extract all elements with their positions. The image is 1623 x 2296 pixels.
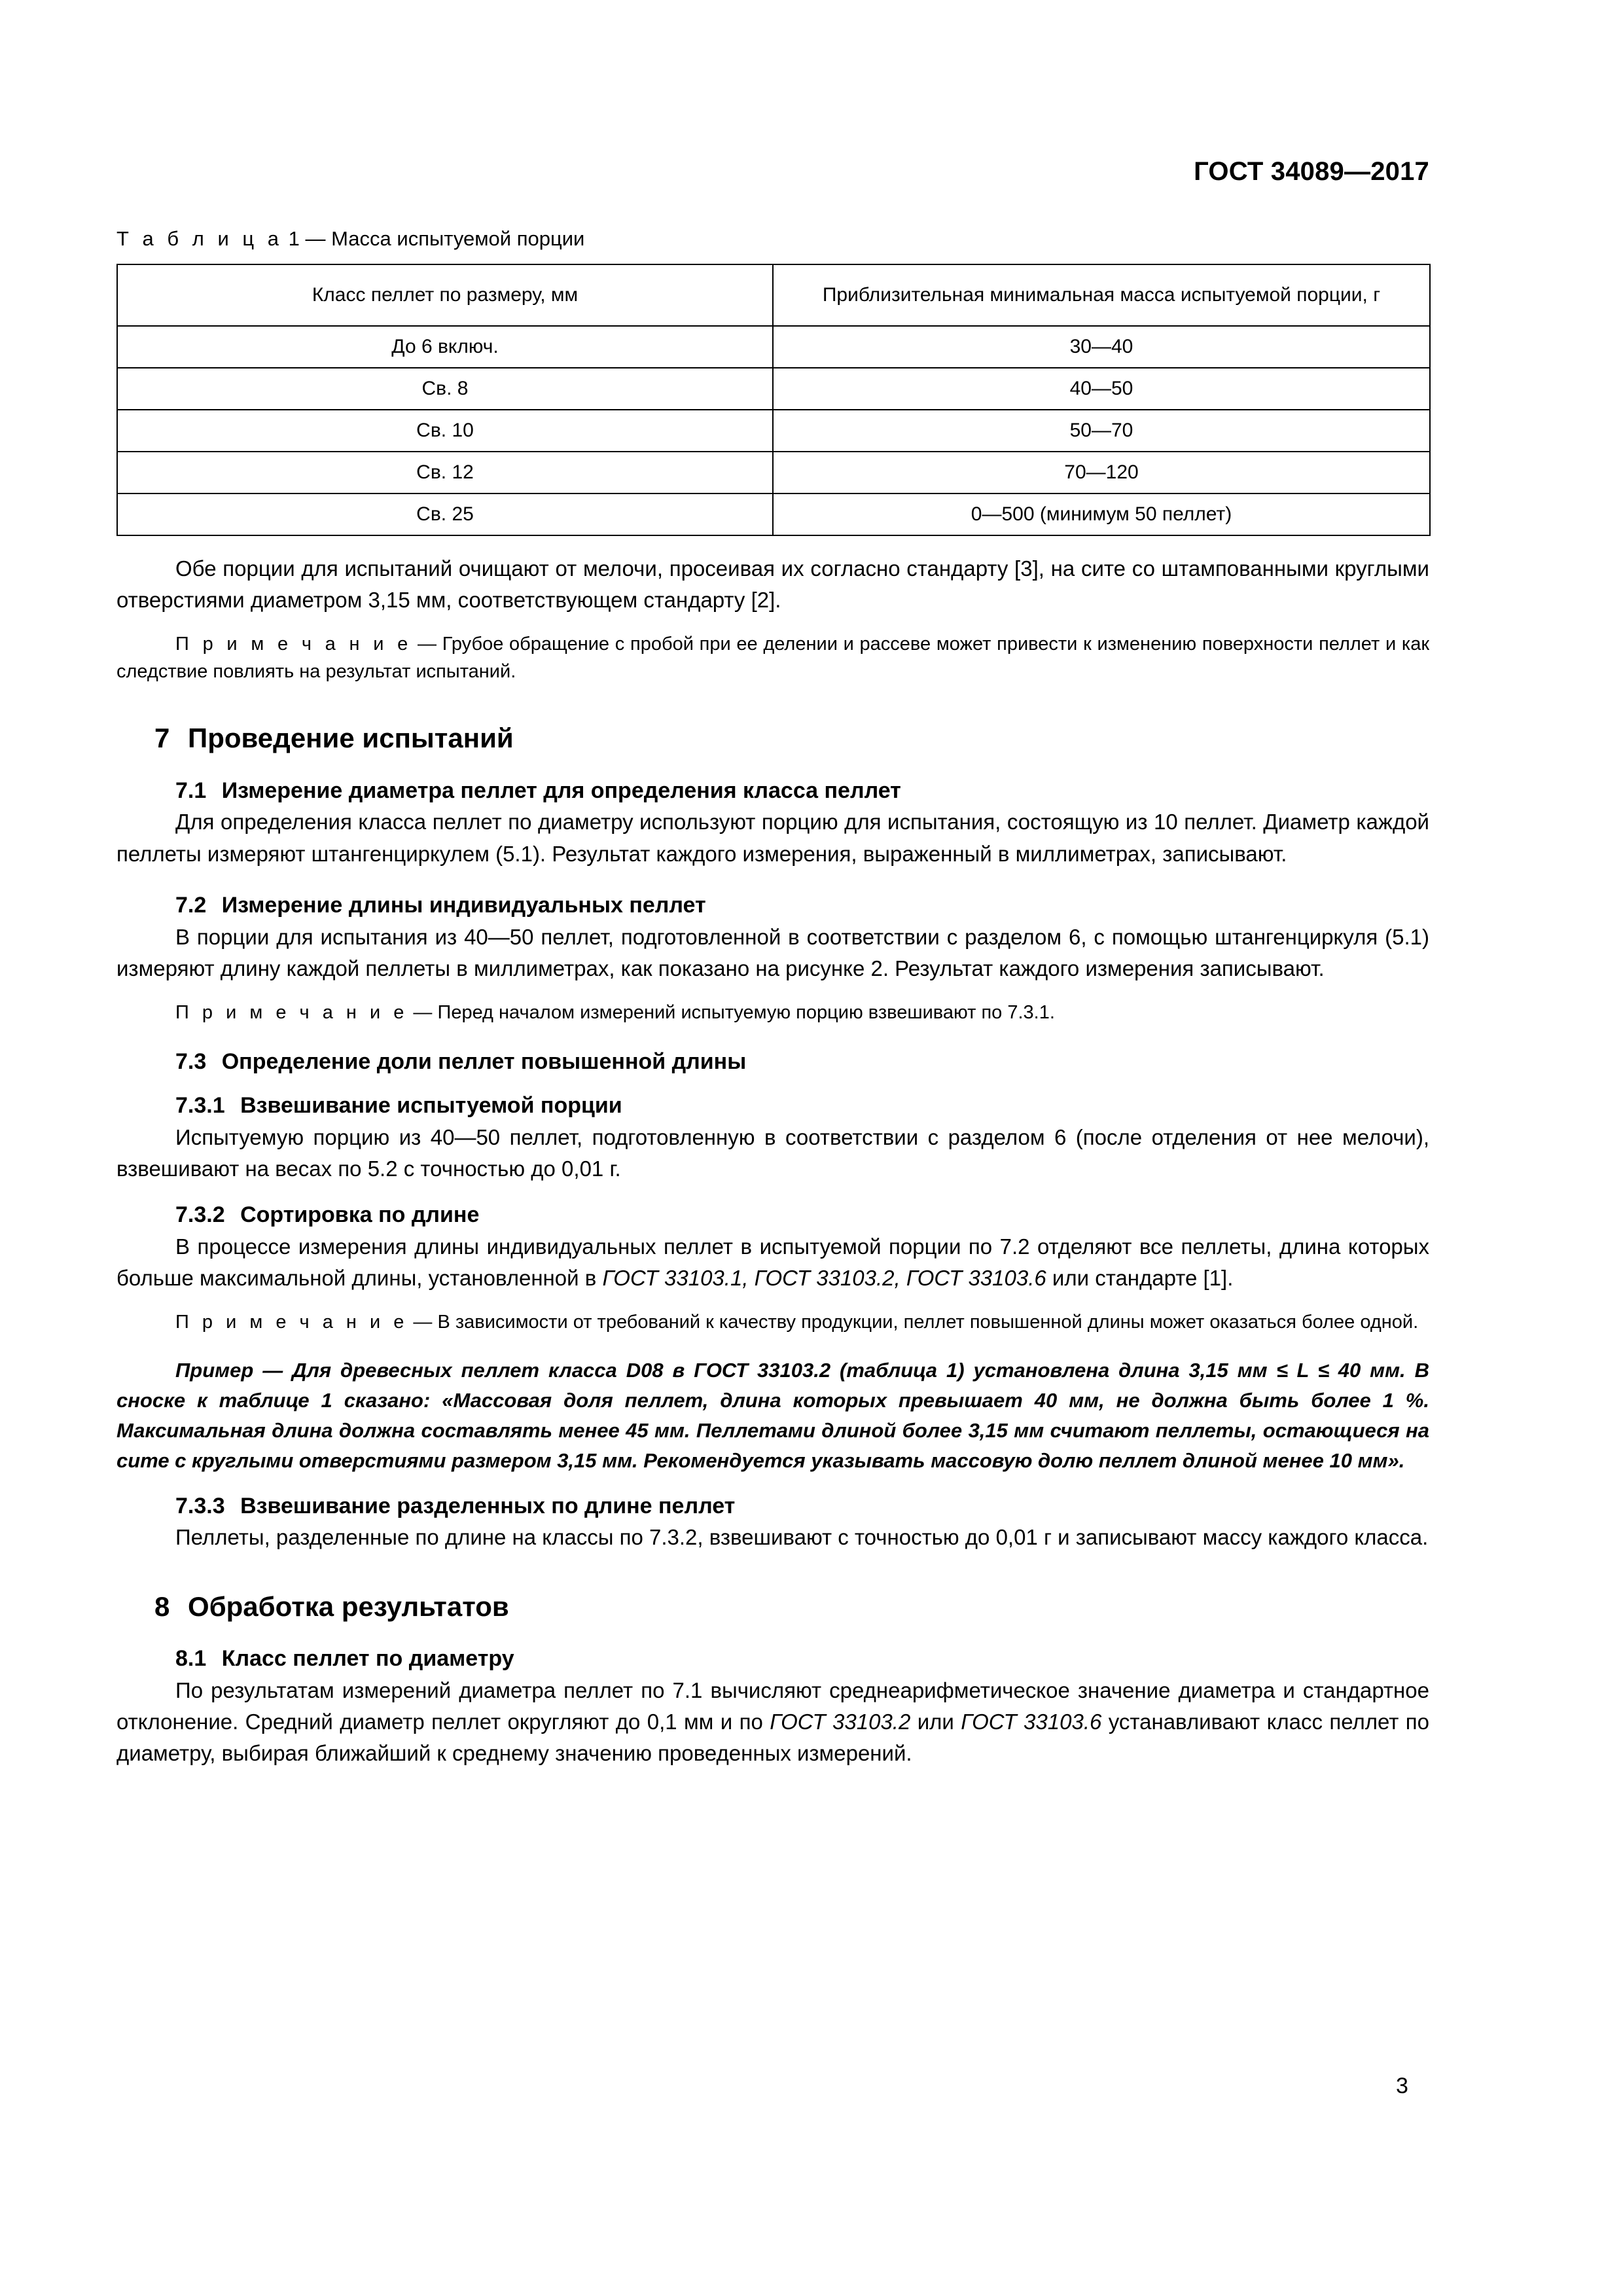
table-cell-min-mass: 30—40	[773, 326, 1430, 368]
note-7-3-2	[116, 1308, 1429, 1336]
section-number-7-3: 7.3	[175, 1049, 207, 1074]
table-caption-label: Т а б л и ц а	[116, 227, 283, 250]
paragraph-7-3-2	[116, 1231, 1429, 1294]
paragraph-8-1-part2: или	[910, 1709, 961, 1734]
section-title-7: Проведение испытаний	[188, 723, 514, 754]
section-heading-7-3	[116, 1049, 1429, 1075]
note-7-2	[116, 999, 1429, 1026]
section-number-7-3-1: 7.3.1	[175, 1092, 225, 1118]
note-text: Грубое обращение с пробой при ее делении и рассеве может привести к изменению поверхности пеллет и как следствие повлиять на результат испытаний.	[116, 634, 1430, 683]
example-dash: —	[262, 1359, 283, 1382]
section-number-8-1: 8.1	[175, 1645, 207, 1671]
table-header-cell-min-mass: Приблизительная минимальная масса испытуемой порции, г	[773, 264, 1430, 326]
table-cell-size-class: Св. 25	[117, 493, 773, 535]
section-heading-7-2	[116, 892, 1429, 919]
section-heading-7-1	[116, 778, 1429, 804]
section-heading-8-1	[116, 1645, 1429, 1672]
paragraph-7-3-2-part1: В процессе измерения длины индивидуальных пеллет в испытуемой порции по 7.2 отделяют все пеллеты, длина которых больше максимальной длины, установленной в	[116, 1234, 1429, 1290]
section-heading-7-3-2	[116, 1202, 1429, 1229]
section-title-8: Обработка результатов	[188, 1590, 509, 1622]
section-title-7-1: Измерение диаметра пеллет для определения класса пеллет	[221, 778, 901, 803]
section-heading-7-3-1	[116, 1092, 1429, 1119]
table-row	[117, 368, 1430, 410]
table-caption	[116, 226, 1429, 252]
section-heading-7-3-3	[116, 1493, 1429, 1520]
section-number-7-3-3: 7.3.3	[175, 1493, 225, 1518]
section-title-7-3: Определение доли пеллет повышенной длины	[221, 1049, 747, 1074]
paragraph-8-1-part1: По результатам измерений диаметра пеллет по 7.1 вычисляют среднеарифметическое значение диаметра и стандартное отклонение. Средний диаметр пеллет округляют до 0,1 мм и по	[116, 1677, 1429, 1734]
standard-reference-gost-33103-2: ГОСТ 33103.2	[770, 1709, 911, 1734]
example-block-7-3-2	[116, 1355, 1429, 1476]
table-cell-size-class: Св. 12	[117, 452, 773, 493]
section-number-7-2: 7.2	[175, 892, 207, 918]
table-caption-title: Масса испытуемой порции	[331, 227, 585, 250]
paragraph-7-3-1: Испытуемую порцию из 40—50 пеллет, подготовленную в соответствии с разделом 6 (после отделения от нее мелочи), взвешивают на весах по 5.2 с точностью до 0,01 г.	[116, 1124, 1429, 1181]
section-heading-8	[116, 1590, 1429, 1623]
document-header-standard-id: ГОСТ 34089—2017	[1194, 157, 1429, 186]
paragraph-8-1-part3: устанавливают класс пеллет по диаметру, выбирая ближайший к среднему значению проведенных измерений.	[116, 1709, 1430, 1766]
paragraph-7-3-2-part2: или стандарте [1].	[1046, 1265, 1234, 1290]
section-number-8: 8	[154, 1590, 170, 1622]
table-cell-size-class: До 6 включ.	[117, 326, 773, 368]
table-header-row	[117, 264, 1430, 326]
paragraph-7-1: Для определения класса пеллет по диаметру используют порцию для испытания, состоящую из 10 пеллет. Диаметр каждой пеллеты измеряют штангенциркулем (5.1). Результат каждого измерения, выраженный в миллиметрах, записывают.	[116, 810, 1429, 866]
table-row	[117, 326, 1430, 368]
table-caption-number: 1	[288, 227, 300, 250]
section-number-7-1: 7.1	[175, 778, 207, 803]
section-title-7-3-3: Взвешивание разделенных по длине пеллет	[240, 1493, 736, 1518]
section-number-7: 7	[154, 723, 170, 754]
example-label: Пример	[175, 1359, 254, 1382]
paragraph-7-3-3: Пеллеты, разделенные по длине на классы по 7.3.2, взвешивают с точностью до 0,01 г и записывают массу каждого класса.	[175, 1525, 1429, 1550]
note-label: П р и м е ч а н и е	[175, 634, 412, 655]
section-title-7-2: Измерение длины индивидуальных пеллет	[221, 892, 706, 918]
example-text: Для древесных пеллет класса D08 в ГОСТ 33103.2 (таблица 1) установлена длина 3,15 мм ≤ L ≤ 40 мм. В сноске к таблице 1 сказано: «Массовая доля пеллет, длина которых превышает 40 мм, не должна быть более 1 %. Максимальная длина должна составлять менее 45 мм. Пеллетами длиной более 3,15 мм считают пеллеты, остающиеся на сите с круглыми отверстиями размером 3,15 мм. Рекомендуется указывать массовую долю пеллет длиной менее 10 мм».	[116, 1359, 1429, 1472]
table-header-cell-size-class: Класс пеллет по размеру, мм	[117, 264, 773, 326]
note-dash: —	[413, 1311, 433, 1333]
table-cell-size-class: Св. 10	[117, 410, 773, 452]
page-content	[116, 226, 1429, 1769]
note-text: Перед началом измерений испытуемую порцию взвешивают по 7.3.1.	[437, 1001, 1055, 1023]
note-label: П р и м е ч а н и е	[175, 1001, 408, 1023]
section-title-7-3-2: Сортировка по длине	[240, 1202, 480, 1227]
section-title-7-3-1: Взвешивание испытуемой порции	[240, 1092, 622, 1118]
table-caption-dash: —	[305, 227, 326, 250]
table-cell-min-mass: 50—70	[773, 410, 1430, 452]
table-row	[117, 452, 1430, 493]
section-title-8-1: Класс пеллет по диаметру	[221, 1645, 514, 1671]
table-1-mass-of-test-portion	[116, 264, 1431, 536]
page-number: 3	[1396, 2073, 1408, 2098]
section-heading-7	[116, 722, 1429, 755]
table-row	[117, 493, 1430, 535]
standard-reference-gost-33103-6: ГОСТ 33103.6	[961, 1709, 1102, 1734]
table-body	[117, 326, 1430, 535]
note-sample-handling	[116, 630, 1429, 685]
table-cell-min-mass: 40—50	[773, 368, 1430, 410]
table-row	[117, 410, 1430, 452]
section-number-7-3-2: 7.3.2	[175, 1202, 225, 1227]
paragraph-7-2: В порции для испытания из 40—50 пеллет, подготовленной в соответствии с разделом 6, с помощью штангенциркуля (5.1) измеряют длину каждой пеллеты в миллиметрах, как показано на рисунке 2. Результат каждого измерения записывают.	[116, 924, 1429, 980]
table-cell-min-mass: 0—500 (минимум 50 пеллет)	[773, 493, 1430, 535]
paragraph-8-1	[116, 1675, 1429, 1770]
paragraph-after-table: Обе порции для испытаний очищают от мелочи, просеивая их согласно стандарту [3], на сите со штампованными круглыми отверстиями диаметром 3,15 мм, соответствующем стандарту [2].	[116, 556, 1429, 612]
standard-reference-gost-33103: ГОСТ 33103.1, ГОСТ 33103.2, ГОСТ 33103.6	[602, 1265, 1046, 1290]
note-label: П р и м е ч а н и е	[175, 1311, 408, 1333]
table-cell-min-mass: 70—120	[773, 452, 1430, 493]
note-text: В зависимости от требований к качеству продукции, пеллет повышенной длины может оказаться более одной.	[437, 1311, 1419, 1333]
note-dash: —	[413, 1001, 433, 1023]
table-cell-size-class: Св. 8	[117, 368, 773, 410]
note-dash: —	[418, 634, 437, 655]
